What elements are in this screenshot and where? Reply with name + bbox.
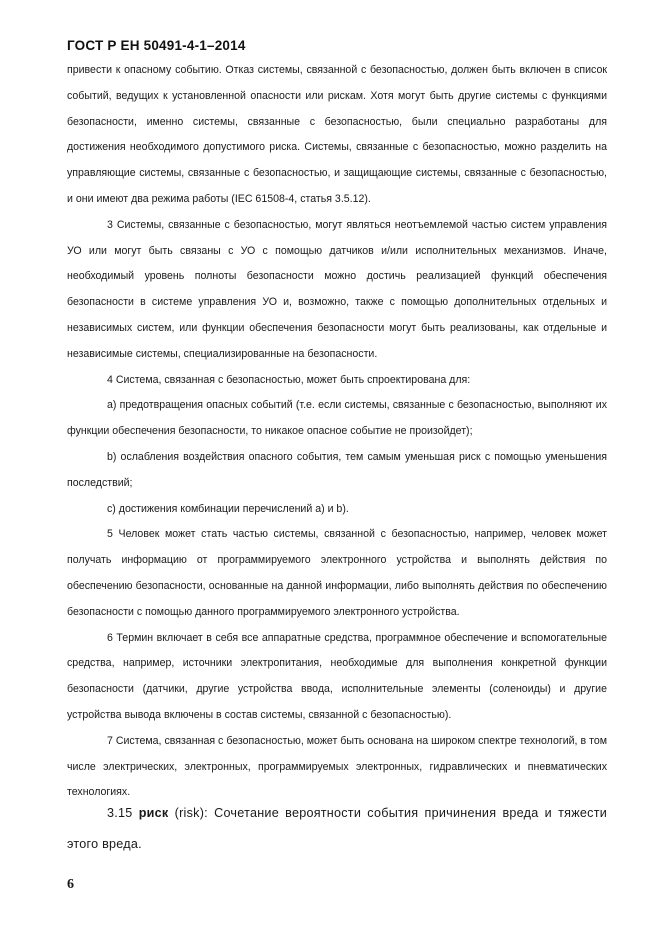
note-7: 7 Система, связанная с безопасностью, может быть основана на широком спектре технологий, в том числе электрических, электронных, программируемых электронных, гидравлических и пневматических технологиях.	[67, 734, 607, 799]
page-number: 6	[67, 877, 74, 892]
term-definition-text: Сочетание вероятности события причинения вреда и тяжести этого вреда.	[67, 806, 608, 851]
paragraph-continued: привести к опасному событию. Отказ системы, связанной с безопасностью, должен быть включен в список событий, ведущих к установленной опасности или рискам. Хотя могут быть другие системы с функциями безопасности, именно системы, связанные с безопасностью, были специально разработаны для достижения необходимого допустимого риска. Системы, связанные с безопасностью, можно разделить на управляющие системы, связанные с безопасностью, и защищающие системы, связанные с безопасностью, и они имеют два режима работы (IEC 61508-4, статья 3.5.12).	[67, 64, 607, 205]
note-6: 6 Термин включает в себя все аппаратные средства, программное обеспечение и вспомогательные средства, например, источники электропитания, необходимые для выполнения конкретной функции безопасности (датчики, другие устройства ввода, исполнительные элементы (соленоиды) и другие устройства вывода включены в состав системы, связанной с безопасностью).	[67, 631, 607, 721]
document-body	[67, 58, 607, 806]
document-header: ГОСТ Р ЕН 50491-4-1–2014	[67, 38, 246, 53]
note-4-item-a: a) предотвращения опасных событий (т.е. если системы, связанные с безопасностью, выполняют их функции обеспечения безопасности, то никакое опасное событие не произойдет);	[67, 399, 607, 438]
note-4-item-c: c) достижения комбинации перечислений a) и b).	[107, 502, 349, 515]
note-5: 5 Человек может стать частью системы, связанной с безопасностью, например, человек может получать информацию от программируемого электронного устройства и выполнять действия по обеспечению безопасности, основанные на данной информации, либо выполнять действия по обеспечению безопасности с помощью данного программируемого электронного устройства.	[67, 528, 607, 618]
note-3: 3 Системы, связанные с безопасностью, могут являться неотъемлемой частью систем управления УО или могут быть связаны с УО с помощью датчиков и/или исполнительных механизмов. Иначе, необходимый уровень полноты безопасности можно достичь реализацией функций обеспечения безопасности в системе управления УО и, возможно, также с помощью дополнительных отдельных и независимых систем, или функции обеспечения безопасности могут быть реализованы, как отдельные и независимые системы, специализированные на безопасности.	[67, 218, 607, 360]
note-4: 4 Система, связанная с безопасностью, может быть спроектирована для:	[107, 373, 471, 386]
term-english: (risk):	[174, 806, 208, 820]
term-definition	[67, 798, 607, 860]
note-4-item-b: b) ослабления воздействия опасного события, тем самым уменьшая риск с помощью уменьшения последствий;	[67, 450, 607, 489]
term-number: 3.15	[107, 806, 133, 820]
term-name: риск	[138, 806, 169, 820]
